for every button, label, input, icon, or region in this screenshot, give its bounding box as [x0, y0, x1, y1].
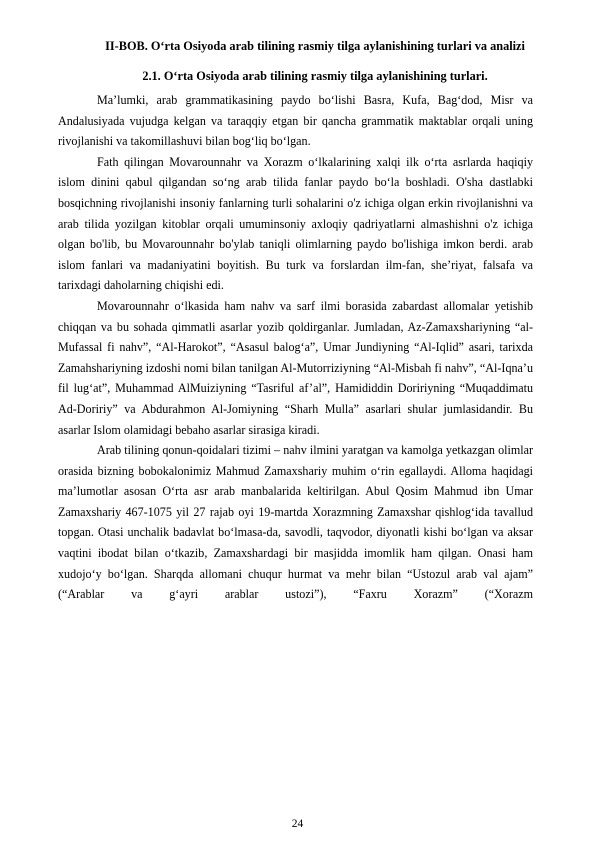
page-number: 24 [291, 818, 304, 830]
paragraph: Arab tilining qonun-qoidalari tizimi – nahv ilmini yaratgan va kamolga yetkazgan olimlar orasida bizning bobokalonimiz Mahmud Zamaxshariy muhim o‘rin egallaydi. Alloma haqidagi ma’lumotlar asosan O‘rta asr arab manbalarida keltirilgan. Abul Qosim Mahmud ibn Umar Zamaxshariy 467-1075 yil 27 rajab oyi 19-martda Xorazmning Zamaxshar qishlog‘ida tavallud topgan. Otasi unchalik badavlat bo‘lmasa-da, savodli, taqvodor, diyonatli kishi bo‘lgan va aksar vaqtini ibodat bilan o‘tkazib, Zamaxshardagi bir masjidda imomlik ham qilgan. Onasi ham xudojo‘y bo‘lgan. Sharqda allomani chuqur hurmat va mehr bilan “Ustozul arab val ajam” (“Arablar va g‘ayri arablar ustozi”), “Faxru Xorazm” (“Xorazm [58, 443, 533, 602]
paragraph: Ma’lumki, arab grammatikasining paydo bo‘lishi Basra, Kufa, Bag‘dod, Misr va Andalusiyada vujudga kelgan va taraqqiy etgan bir qancha grammatik maktablar orqali uning rivojlanishi va takomillashuvi bilan bog‘liq bo‘lgan. [58, 93, 533, 149]
paragraph: Fath qilingan Movarounnahr va Xorazm o‘lkalarining xalqi ilk o‘rta asrlarda haqiqiy islom dinini qabul qilgandan so‘ng arab tilida fanlar paydo bo‘la boshladi. O'sha dastlabki bosqichning rivojlanishi insoniy fanlarning turli sohalarini o'z ichiga olgan erkin rivojlanishni va arab tilida yozilgan kitoblar orqali umuminsoniy axloqiy qadriyatlarni almashishni o'z ichiga olgan bo'lib, bu Movarounnahr bo'ylab taniqli olimlarning paydo bo'lishiga imkon berdi. arab islom fanlari va madaniyatini boyitish. Bu turk va forslardan ilm-fan, she’riyat, falsafa va tarixdagi daholarning chiqishi edi. [58, 154, 533, 293]
chapter-title: II-BOB. O‘rta Osiyoda arab tilining rasmiy tilga aylanishining turlari va analizi [105, 39, 525, 53]
paragraph: Movarounnahr o‘lkasida ham nahv va sarf ilmi borasida zabardast allomalar yetishib chiqqan va bu sohada qimmatli asarlar yozib qoldirganlar. Jumladan, Az-Zamaxshariyning “al-Mufassal fi nahv”, “Al-Harokot”, “Asasul balog‘a”, Umar Jundiyning “Al-Iqlid” asari, tarixda Zamahshariyning izdoshi nomi bilan tanilgan Al-Mutorriziyning “Al-Misbah fi nahv”, “Al-Iqna’u fil lug‘at”, Muhammad AlMuiziyning “Tasriful af’al”, Hamididdin Doririyning “Muqaddimatu Ad-Doririy” va Abdurahmon Al-Jomiyning “Sharh Mulla” asarlari shular jumlasidandir. Bu asarlar Islom olamidagi bebaho asarlar sirasiga kiradi. [58, 298, 533, 437]
body-text [58, 90, 533, 605]
section-title: 2.1. O‘rta Osiyoda arab tilining rasmiy tilga aylanishining turlari. [142, 69, 488, 83]
